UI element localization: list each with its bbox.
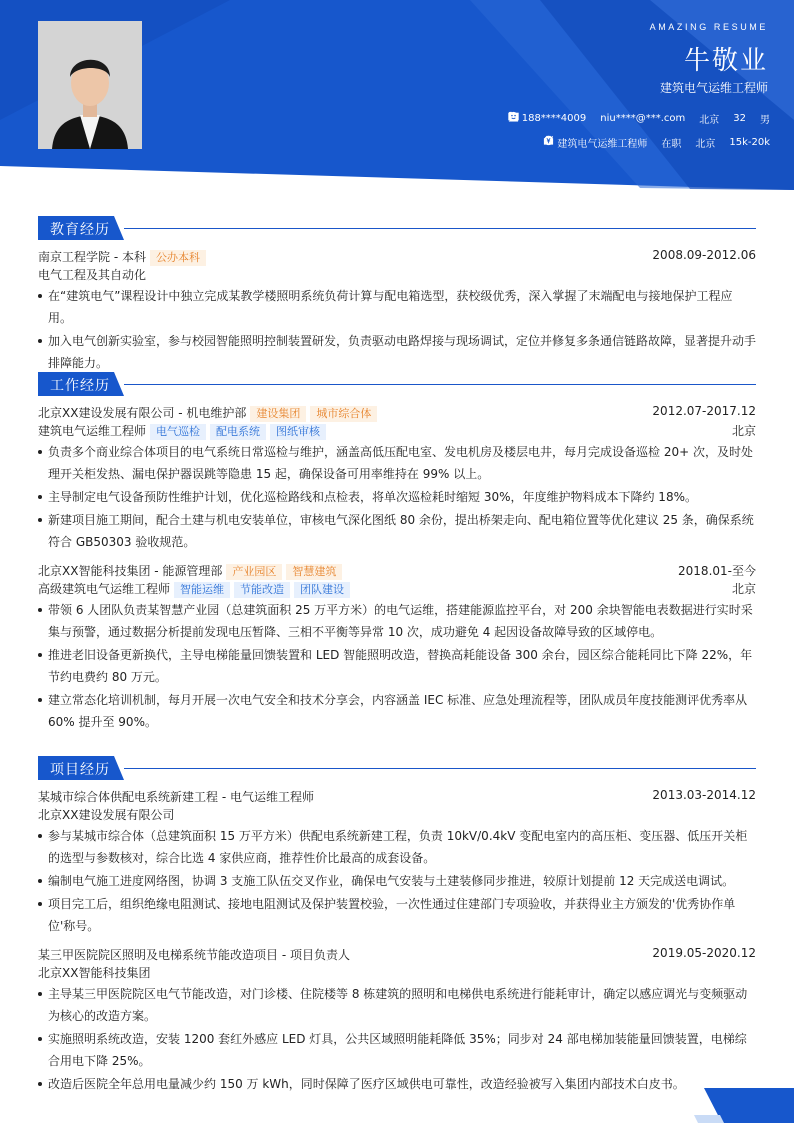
list-item: 在“建筑电气”课程设计中独立完成某教学楼照明系统负荷计算与配电箱选型，获校级优秀，深入掌握了末端配电与接地保护工程应用。 <box>38 285 756 329</box>
education-period: 2008.09-2012.06 <box>652 248 756 262</box>
intent-position <box>557 135 647 150</box>
intent-city-text: 北京 <box>695 139 716 150</box>
project-entry-2 <box>38 946 756 1095</box>
list-item: 加入电气创新实验室，参与校园智能照明控制装置研发，负责驱动电路焊接与现场调试，定位并修复多条通信链路故障，显著提升动手排障能力。 <box>38 330 756 374</box>
profile-photo <box>38 21 142 149</box>
skill-tag: 团队建设 <box>294 582 350 598</box>
contact-age <box>733 113 746 124</box>
list-item: 带领 6 人团队负责某智慧产业园（总建筑面积 25 万平方米）的电气运维，搭建能源监控平台，对 200 余块智能电表数据进行实时采集与预警，通过数据分析提前发现电压暂降、三相不平衡等异常 10 次，成功避免 4 起因设备故障导致的区域停电。 <box>38 599 756 643</box>
list-item: 建立常态化培训机制，每月开展一次电气安全和技术分享会，内容涵盖 IEC 标准、应急处理流程等，团队成员年度技能测评优秀率从 60% 提升至 90%。 <box>38 689 756 733</box>
project-org: 北京XX建设发展有限公司 <box>38 808 175 822</box>
intent-row <box>543 135 770 150</box>
work-heading: 工作经历 <box>50 378 110 394</box>
education-section-title <box>38 216 756 240</box>
candidate-name: 牛敬业 <box>683 46 768 76</box>
age-text: 32 <box>733 113 746 124</box>
project-period: 2013.03-2014.12 <box>652 788 756 802</box>
project-name: 某三甲医院院区照明及电梯系统节能改造项目 - 项目负责人 <box>38 948 350 962</box>
company-name: 北京XX建设发展有限公司 - 机电维护部 <box>38 406 247 420</box>
intent-city <box>695 135 715 150</box>
list-item: 推进老旧设备更新换代，主导电梯能量回馈装置和 LED 智能照明改造，替换高耗能设备 300 余台，园区综合能耗同比下降 22%，年节约电费约 80 万元。 <box>38 644 756 688</box>
contact-city <box>699 111 719 126</box>
candidate-job-title: 建筑电气运维工程师 <box>659 81 768 95</box>
section-divider <box>124 384 756 385</box>
list-item: 实施照明系统改造，安装 1200 套红外感应 LED 灯具，公共区域照明能耗降低 35%；同步对 24 部电梯加装能量回馈装置，电梯综合用电下降 25%。 <box>38 1028 756 1072</box>
phone-text: 188****4009 <box>521 113 587 124</box>
contact-gender <box>760 111 770 126</box>
education-entry <box>38 248 756 374</box>
work-section-title <box>38 372 756 396</box>
projects-section-title <box>38 756 756 780</box>
company-tag: 产业园区 <box>226 564 282 580</box>
list-item: 主导制定电气设备预防性维护计划，优化巡检路线和点检表，将单次巡检耗时缩短 30%，年度维护物料成本下降约 18%。 <box>38 486 756 508</box>
list-item: 主导某三甲医院院区电气节能改造，对门诊楼、住院楼等 8 栋建筑的照明和电梯供电系统进行能耗审计，确定以感应调光与变频驱动为核心的改造方案。 <box>38 983 756 1027</box>
contact-phone <box>522 113 587 124</box>
projects-heading: 项目经历 <box>50 762 110 778</box>
list-item: 改造后医院全年总用电量减少约 150 万 kWh，同时保障了医疗区域供电可靠性，改造经验被写入集团内部技术白皮书。 <box>38 1073 756 1095</box>
skill-tag: 图纸审核 <box>270 424 326 440</box>
project-name: 某城市综合体供配电系统新建工程 - 电气运维工程师 <box>38 790 314 804</box>
work-entry-1 <box>38 404 756 553</box>
list-item: 编制电气施工进度网络图，协调 3 支施工队伍交叉作业，确保电气安装与土建装修同步推进，较原计划提前 12 天完成送电调试。 <box>38 870 756 892</box>
position-name: 建筑电气运维工程师 <box>38 424 147 438</box>
project-period: 2019.05-2020.12 <box>652 946 756 960</box>
contact-email <box>600 113 685 124</box>
email-text: niu****@***.com <box>600 113 686 124</box>
intent-status <box>661 135 681 150</box>
list-item: 参与某城市综合体（总建筑面积 15 万平方米）供配电系统新建工程，负责 10kV/0.4kV 变配电室内的高压柜、变压器、低压开关柜的选型与参数核对，综合比选 4 家供应商，推荐性价比最高的成套设备。 <box>38 825 756 869</box>
company-tag: 智慧建筑 <box>286 564 342 580</box>
skill-tag: 配电系统 <box>210 424 266 440</box>
major: 电气工程及其自动化 <box>38 268 147 282</box>
project-org: 北京XX智能科技集团 <box>38 966 151 980</box>
skill-tag: 智能运维 <box>174 582 230 598</box>
section-divider <box>124 228 756 229</box>
education-heading: 教育经历 <box>50 222 110 238</box>
intent-salary <box>729 137 770 148</box>
company-tag: 建设集团 <box>250 406 306 422</box>
section-divider <box>124 768 756 769</box>
list-item: 新建项目施工期间，配合土建与机电安装单位，审核电气深化图纸 80 余份，提出桥架走向、配电箱位置等优化建议 25 条，确保系统符合 GB50303 验收规范。 <box>38 509 756 553</box>
work-period: 2018.01-至今 <box>678 564 756 578</box>
footer-decoration <box>680 1088 794 1123</box>
school-name: 南京工程学院 - 本科 <box>38 250 146 264</box>
salary-icon <box>543 135 554 146</box>
list-item: 项目完工后，组织绝缘电阻测试、接地电阻测试及保护装置校验，一次性通过住建部门专项验收，并获得业主方颁发的'优秀协作单位'称号。 <box>38 893 756 937</box>
skill-tag: 节能改造 <box>234 582 290 598</box>
intent-salary-text: 15k-20k <box>729 137 770 148</box>
contact-row <box>508 111 770 126</box>
resume-brand: AMAZING RESUME <box>649 22 768 32</box>
face-icon <box>508 111 519 122</box>
list-item: 负责多个商业综合体项目的电气系统日常巡检与维护，涵盖高低压配电室、发电机房及楼层电井，每月完成设备巡检 20+ 次，及时处理开关柜发热、漏电保护器误跳等隐患 15 起，确保设备可用率维持在 99% 以上。 <box>38 441 756 485</box>
intent-position-text: 建筑电气运维工程师 <box>557 139 648 150</box>
city-text: 北京 <box>699 115 720 126</box>
position-name: 高级建筑电气运维工程师 <box>38 582 171 596</box>
work-city: 北京 <box>731 582 756 596</box>
school-tag: 公办本科 <box>150 250 206 266</box>
skill-tag: 电气巡检 <box>150 424 206 440</box>
resume-header <box>0 0 794 190</box>
intent-status-text: 在职 <box>661 139 682 150</box>
company-tag: 城市综合体 <box>310 406 377 422</box>
gender-text: 男 <box>760 115 770 126</box>
project-entry-1 <box>38 788 756 937</box>
work-city: 北京 <box>731 424 756 438</box>
work-entry-2 <box>38 562 756 733</box>
work-period: 2012.07-2017.12 <box>652 404 756 418</box>
company-name: 北京XX智能科技集团 - 能源管理部 <box>38 564 223 578</box>
